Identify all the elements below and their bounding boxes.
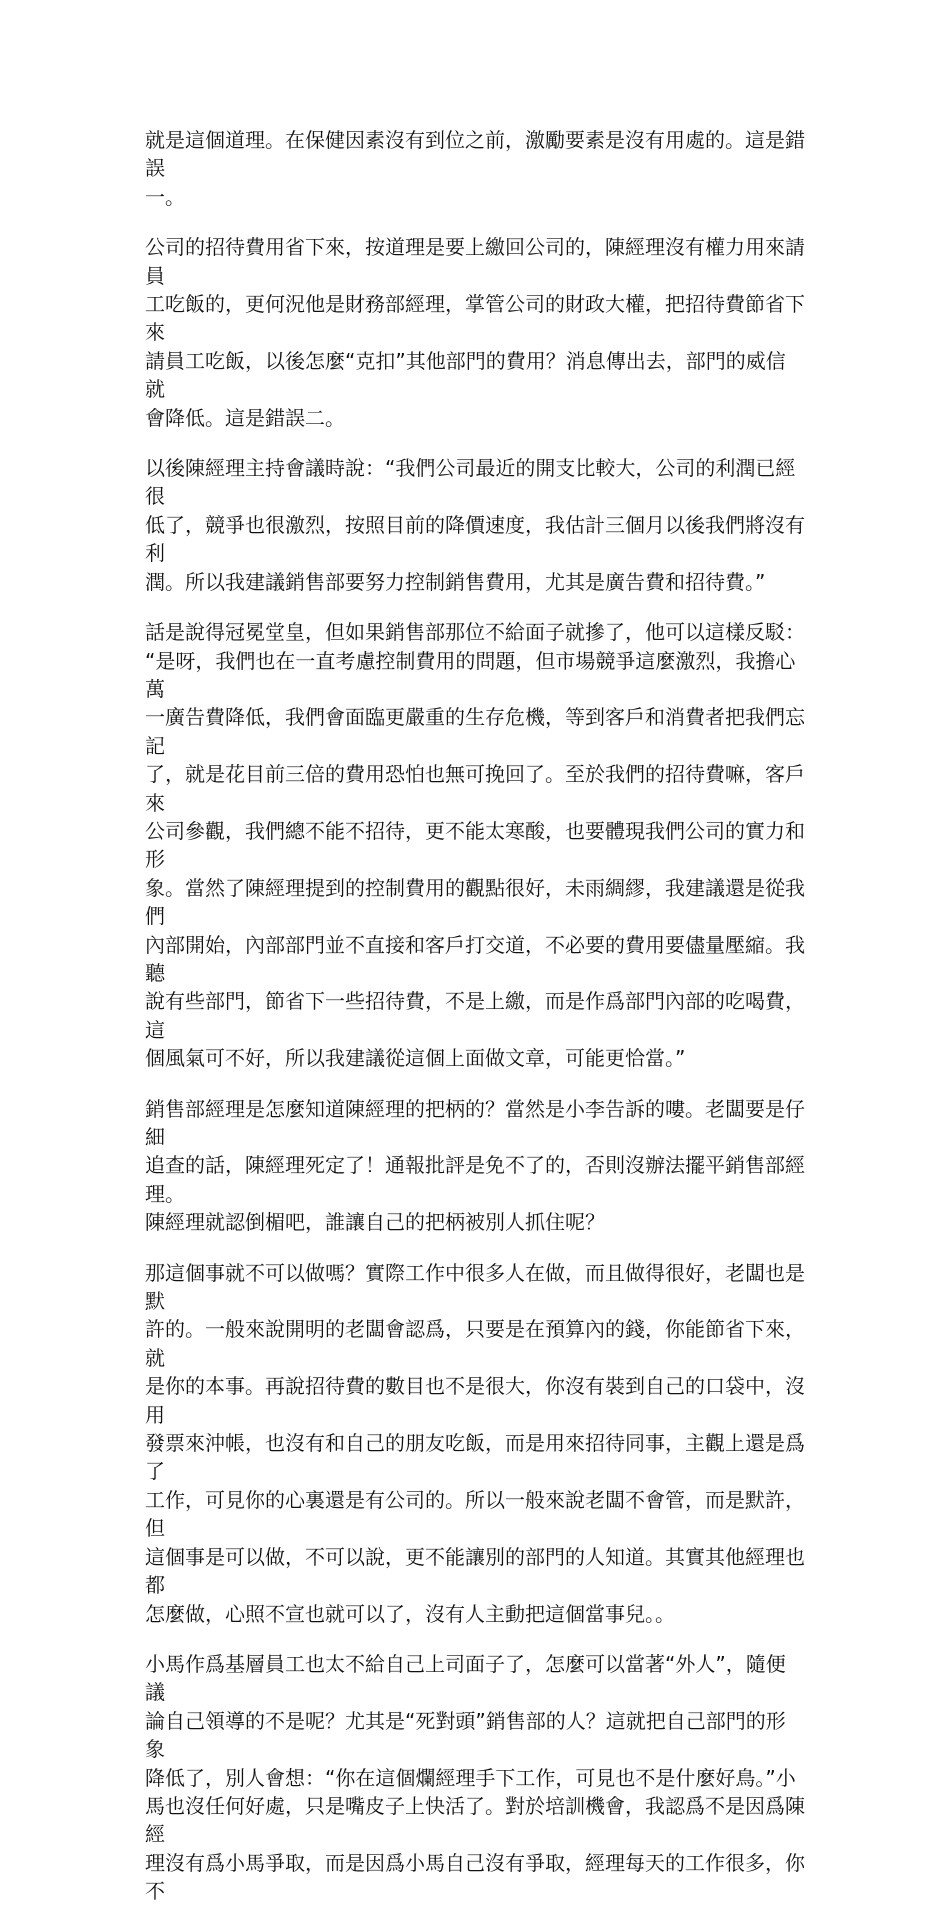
paragraph-4: 話是說得冠冕堂皇，但如果銷售部那位不給面子就摻了，他可以這樣反駁： “是呀，我們也在一直考慮控制費用的問題，但市場競爭這麼激烈，我擔心萬 一廣告費降低，我們會面臨更嚴重的生存危機，等到客戶和消費者把我們忘記 了，就是花目前三倍的費用恐怕也無可挽回了。至於我們的招待費嘛，客戶來 公司參觀，我們總不能不招待，更不能太寒酸，也要體現我們公司的實力和形 象。當然了陳經理提到的控制費用的觀點很好，未雨綢繆，我建議還是從我們 內部開始，內部部門並不直接和客戶打交道，不必要的費用要儘量壓縮。我聽 說有些部門，節省下一些招待費，不是上繳，而是作爲部門內部的吃喝費，這 個風氣可不好，所以我建議從這個上面做文章，可能更恰當。” [145,620,805,1071]
paragraph-3: 以後陳經理主持會議時說：“我們公司最近的開支比較大，公司的利潤已經很 低了，競爭也很激烈，按照目前的降價速度，我估計三個月以後我們將沒有利 潤。所以我建議銷售部要努力控制銷售費用，尤其是廣告費和招待費。” [145,456,805,594]
paragraph-6: 那這個事就不可以做嗎？實際工作中很多人在做，而且做得很好，老闆也是默 許的。一般來說開明的老闆會認爲，只要是在預算內的錢，你能節省下來，就 是你的本事。再說招待費的數目也不是很大，你沒有裝到自己的口袋中，沒用 發票來沖帳，也沒有和自己的朋友吃飯，而是用來招待同事，主觀上還是爲了 工作，可見你的心裏還是有公司的。所以一般來說老闆不會管，而是默許，但 這個事是可以做，不可以說，更不能讓別的部門的人知道。其實其他經理也都 怎麼做，心照不宣也就可以了，沒有人主動把這個當事兒。。 [145,1260,805,1626]
paragraph-7: 小馬作爲基層員工也太不給自己上司面子了，怎麼可以當著“外人”，隨便議 論自己領導的不是呢？尤其是“死對頭”銷售部的人？這就把自己部門的形象 降低了，別人會想：“你在這個爛經理手下工作，可見也不是什麼好鳥。”小 馬也沒任何好處，只是嘴皮子上快活了。對於培訓機會，我認爲不是因爲陳經 理沒有爲小馬爭取，而是因爲小馬自己沒有爭取，經理每天的工作很多，你不 [145,1651,805,1904]
paragraph-2: 公司的招待費用省下來，按道理是要上繳回公司的，陳經理沒有權力用來請員 工吃飯的，更何況他是財務部經理，掌管公司的財政大權，把招待費節省下來 請員工吃飯，以後怎麼“克扣”其他部門的費用？消息傳出去，部門的威信就 會降低。這是錯誤二。 [145,235,805,430]
document-body [145,126,805,1928]
paragraph-5: 銷售部經理是怎麼知道陳經理的把柄的？當然是小李告訴的嘍。老闆要是仔細 追查的話，陳經理死定了！通報批評是免不了的，否則沒辦法擺平銷售部經理。 陳經理就認倒楣吧，誰讓自己的把柄被別人抓住呢？ [145,1096,805,1235]
paragraph-1: 就是這個道理。在保健因素沒有到位之前，激勵要素是沒有用處的。這是錯誤 一。 [145,128,805,209]
